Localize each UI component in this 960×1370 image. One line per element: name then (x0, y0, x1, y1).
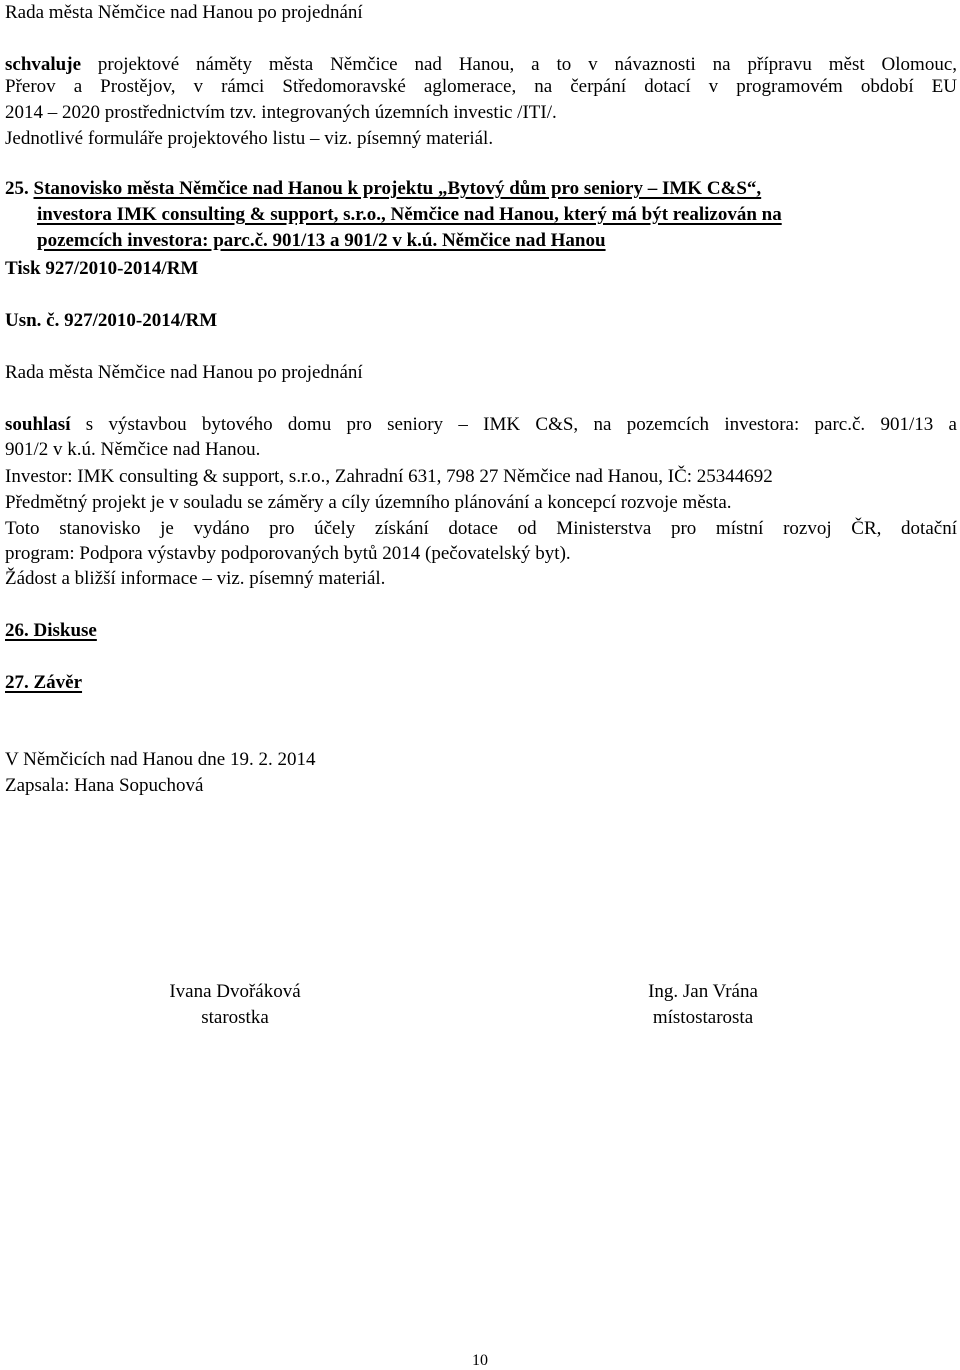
consent-text: s výstavbou bytového domu pro seniory – IMK C&S, na pozemcích investora: parc.č. 901/13 a (70, 414, 957, 435)
section-25-number: 25. (5, 178, 29, 199)
consent-verb: souhlasí (5, 414, 71, 435)
resolution-number: Usn. č. 927/2010-2014/RM (5, 310, 218, 331)
section-25-title-text-3: pozemcích investora: parc.č. 901/13 a 901/2 v k.ú. Němčice nad Hanou (37, 230, 606, 251)
approval-paragraph-line-2: Přerov a Prostějov, v rámci Středomoravské aglomerace, na čerpání dotací v programovém období EU (5, 76, 957, 97)
place-and-date: V Němčicích nad Hanou dne 19. 2. 2014 (5, 749, 316, 770)
approval-paragraph-line-3: 2014 – 2020 prostřednictvím tzv. integrovaných územních investic /ITI/. (5, 102, 557, 123)
section-25-title-line-1 (5, 176, 927, 202)
consent-paragraph-line-1 (5, 412, 957, 438)
section-25-title-text-1: Stanovisko města Němčice nad Hanou k projektu „Bytový dům pro seniory – IMK C&S“, (33, 178, 762, 199)
signature-name: Ing. Jan Vrána (648, 981, 758, 1002)
approval-text: projektové náměty města Němčice nad Hanou, a to v návaznosti na přípravu měst Olomouc, (81, 54, 957, 75)
section-26-heading: 26. Diskuse (5, 620, 97, 641)
council-intro-24: Rada města Němčice nad Hanou po projednání (5, 2, 363, 23)
recorded-by: Zapsala: Hana Sopuchová (5, 775, 204, 796)
section-27-heading: 27. Závěr (5, 672, 83, 693)
signature-name: Ivana Dvořáková (169, 981, 301, 1002)
signature-block-mayor (135, 979, 335, 1031)
signature-role: starostka (201, 1007, 269, 1028)
section-25-title-text-2: investora IMK consulting & support, s.r.o., Němčice nad Hanou, který má být realizován na (37, 204, 782, 225)
signature-role: místostarosta (652, 1007, 754, 1028)
section-25-heading (5, 176, 927, 254)
purpose-line-1: Toto stanovisko je vydáno pro účely získání dotace od Ministerstva pro místní rozvoj ČR, dotační (5, 518, 957, 539)
approval-paragraph-line-4: Jednotlivé formuláře projektového listu – viz. písemný materiál. (5, 128, 494, 149)
compliance-line: Předmětný projekt je v souladu se záměry a cíly územního plánování a koncepcí rozvoje města. (5, 492, 732, 513)
consent-paragraph-line-2: 901/2 v k.ú. Němčice nad Hanou. (5, 439, 261, 460)
section-25-title-line-3 (5, 228, 927, 254)
investor-line: Investor: IMK consulting & support, s.r.o., Zahradní 631, 798 27 Němčice nad Hanou, IČ: 25344692 (5, 466, 773, 487)
section-25-title-line-2 (5, 202, 927, 228)
print-number: Tisk 927/2010-2014/RM (5, 258, 199, 279)
council-intro-25: Rada města Němčice nad Hanou po projednání (5, 362, 363, 383)
page-number: 10 (472, 1352, 488, 1369)
approval-verb: schvaluje (5, 54, 81, 75)
purpose-line-2: program: Podpora výstavby podporovaných bytů 2014 (pečovatelský byt). (5, 543, 571, 564)
request-info-line: Žádost a bližší informace – viz. písemný materiál. (5, 568, 386, 589)
signature-block-deputy-mayor (603, 979, 803, 1031)
